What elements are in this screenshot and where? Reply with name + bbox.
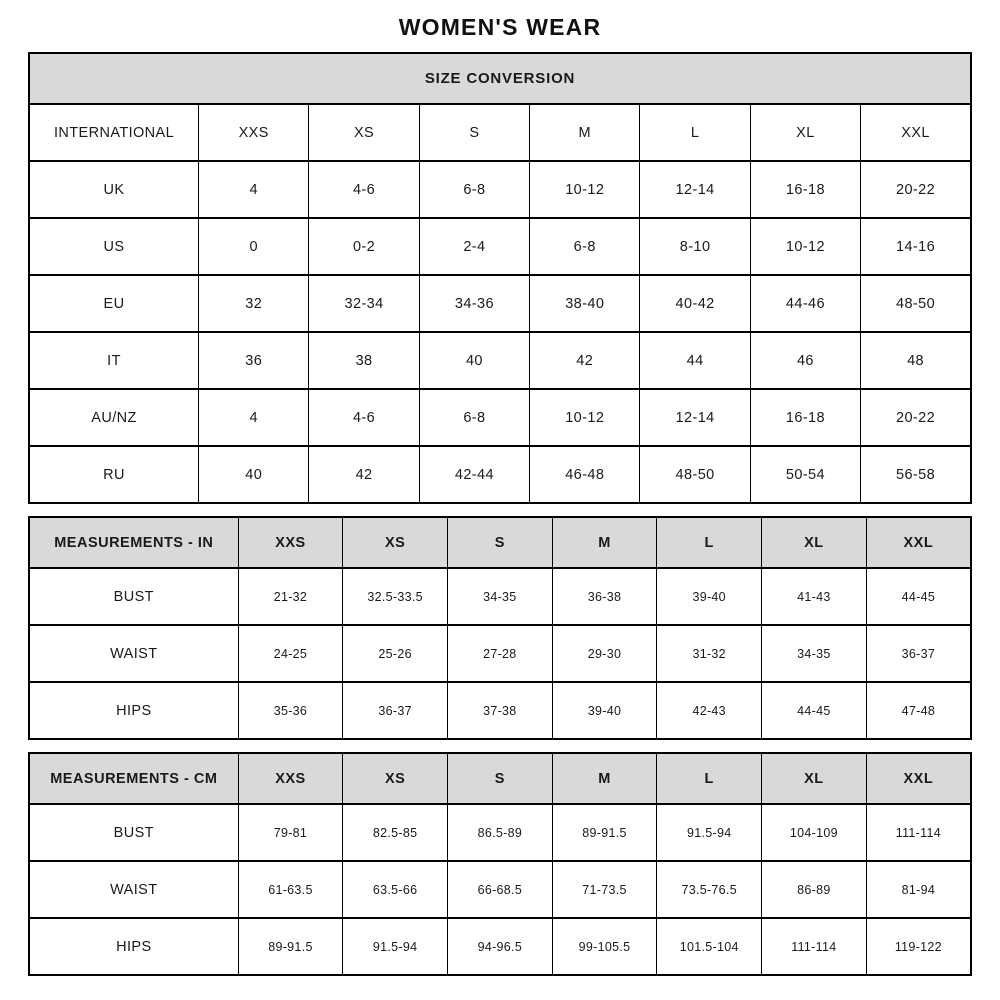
row-label: WAIST [29, 861, 238, 918]
size-header: XL [762, 517, 867, 568]
value-cell: 89-91.5 [552, 804, 657, 861]
row-label: HIPS [29, 918, 238, 975]
value-cell: 99-105.5 [552, 918, 657, 975]
value-cell: 32.5-33.5 [343, 568, 448, 625]
value-cell: 4-6 [309, 389, 419, 446]
value-cell: 40-42 [640, 275, 750, 332]
value-cell: 42-44 [419, 446, 529, 503]
section-title: MEASUREMENTS - CM [29, 753, 238, 804]
value-cell: 32-34 [309, 275, 419, 332]
value-cell: XS [309, 104, 419, 161]
table-row [29, 161, 971, 218]
page-title: WOMEN'S WEAR [398, 14, 602, 40]
value-cell: 10-12 [530, 389, 640, 446]
value-cell: 40 [199, 446, 309, 503]
size-header: XXS [238, 753, 343, 804]
table-row [29, 625, 971, 682]
value-cell: 101.5-104 [657, 918, 762, 975]
value-cell: 44-45 [866, 568, 971, 625]
size-header: M [552, 517, 657, 568]
value-cell: 111-114 [866, 804, 971, 861]
value-cell: 37-38 [447, 682, 552, 739]
value-cell: 36 [199, 332, 309, 389]
size-header: XXL [866, 753, 971, 804]
size-conversion-table [28, 52, 972, 504]
value-cell: 25-26 [343, 625, 448, 682]
table-row [29, 804, 971, 861]
value-cell: 48-50 [640, 446, 750, 503]
measurements-in-table [28, 516, 972, 740]
value-cell: 66-68.5 [447, 861, 552, 918]
value-cell: 36-37 [343, 682, 448, 739]
section-title: SIZE CONVERSION [29, 53, 971, 104]
value-cell: 104-109 [762, 804, 867, 861]
row-label: HIPS [29, 682, 238, 739]
value-cell: 82.5-85 [343, 804, 448, 861]
value-cell: 119-122 [866, 918, 971, 975]
row-label: UK [29, 161, 199, 218]
value-cell: 38-40 [530, 275, 640, 332]
row-label: IT [29, 332, 199, 389]
row-label: RU [29, 446, 199, 503]
value-cell: 111-114 [762, 918, 867, 975]
value-cell: 4 [199, 161, 309, 218]
table-row [29, 275, 971, 332]
value-cell: 2-4 [419, 218, 529, 275]
value-cell: 61-63.5 [238, 861, 343, 918]
value-cell: 42 [530, 332, 640, 389]
value-cell: 35-36 [238, 682, 343, 739]
value-cell: 71-73.5 [552, 861, 657, 918]
value-cell: 4-6 [309, 161, 419, 218]
value-cell: 63.5-66 [343, 861, 448, 918]
row-label: AU/NZ [29, 389, 199, 446]
size-header: L [657, 517, 762, 568]
value-cell: 20-22 [861, 389, 971, 446]
value-cell: 46 [750, 332, 860, 389]
value-cell: 4 [199, 389, 309, 446]
value-cell: 6-8 [419, 161, 529, 218]
value-cell: 73.5-76.5 [657, 861, 762, 918]
section-header-row [29, 517, 971, 568]
value-cell: 81-94 [866, 861, 971, 918]
row-label: BUST [29, 804, 238, 861]
value-cell: XXS [199, 104, 309, 161]
value-cell: 32 [199, 275, 309, 332]
value-cell: 16-18 [750, 389, 860, 446]
table-row [29, 682, 971, 739]
value-cell: 44 [640, 332, 750, 389]
value-cell: 86-89 [762, 861, 867, 918]
size-header: XS [343, 517, 448, 568]
value-cell: XXL [861, 104, 971, 161]
value-cell: 0-2 [309, 218, 419, 275]
row-label: WAIST [29, 625, 238, 682]
value-cell: 29-30 [552, 625, 657, 682]
value-cell: M [530, 104, 640, 161]
value-cell: 42 [309, 446, 419, 503]
size-header: S [447, 753, 552, 804]
value-cell: XL [750, 104, 860, 161]
table-row [29, 389, 971, 446]
value-cell: 91.5-94 [657, 804, 762, 861]
value-cell: 36-37 [866, 625, 971, 682]
value-cell: 6-8 [530, 218, 640, 275]
size-header: XS [343, 753, 448, 804]
value-cell: 48 [861, 332, 971, 389]
size-header: XXS [238, 517, 343, 568]
value-cell: 50-54 [750, 446, 860, 503]
size-header: XXL [866, 517, 971, 568]
value-cell: 86.5-89 [447, 804, 552, 861]
size-header: XL [762, 753, 867, 804]
table-row [29, 218, 971, 275]
value-cell: 39-40 [657, 568, 762, 625]
value-cell: 24-25 [238, 625, 343, 682]
value-cell: 34-35 [447, 568, 552, 625]
value-cell: 40 [419, 332, 529, 389]
value-cell: 14-16 [861, 218, 971, 275]
size-header: M [552, 753, 657, 804]
value-cell: 56-58 [861, 446, 971, 503]
section-header-row [29, 753, 971, 804]
value-cell: 12-14 [640, 161, 750, 218]
value-cell: 91.5-94 [343, 918, 448, 975]
value-cell: 44-46 [750, 275, 860, 332]
section-title: MEASUREMENTS - IN [29, 517, 238, 568]
value-cell: 38 [309, 332, 419, 389]
table-row [29, 446, 971, 503]
value-cell: 39-40 [552, 682, 657, 739]
value-cell: 46-48 [530, 446, 640, 503]
value-cell: 89-91.5 [238, 918, 343, 975]
value-cell: 0 [199, 218, 309, 275]
value-cell: 20-22 [861, 161, 971, 218]
section-header-row [29, 53, 971, 104]
value-cell: 6-8 [419, 389, 529, 446]
value-cell: 94-96.5 [447, 918, 552, 975]
value-cell: 8-10 [640, 218, 750, 275]
value-cell: 79-81 [238, 804, 343, 861]
row-label: EU [29, 275, 199, 332]
measurements-cm-table [28, 752, 972, 976]
value-cell: 27-28 [447, 625, 552, 682]
table-row [29, 861, 971, 918]
value-cell: 34-36 [419, 275, 529, 332]
table-row [29, 332, 971, 389]
table-row [29, 568, 971, 625]
table-row [29, 104, 971, 161]
value-cell: 10-12 [750, 218, 860, 275]
value-cell: 48-50 [861, 275, 971, 332]
value-cell: 12-14 [640, 389, 750, 446]
table-row [29, 918, 971, 975]
value-cell: 42-43 [657, 682, 762, 739]
value-cell: L [640, 104, 750, 161]
value-cell: 16-18 [750, 161, 860, 218]
row-label: INTERNATIONAL [29, 104, 199, 161]
size-header: S [447, 517, 552, 568]
value-cell: 34-35 [762, 625, 867, 682]
value-cell: S [419, 104, 529, 161]
value-cell: 10-12 [530, 161, 640, 218]
value-cell: 47-48 [866, 682, 971, 739]
value-cell: 31-32 [657, 625, 762, 682]
value-cell: 36-38 [552, 568, 657, 625]
size-header: L [657, 753, 762, 804]
value-cell: 44-45 [762, 682, 867, 739]
row-label: US [29, 218, 199, 275]
row-label: BUST [29, 568, 238, 625]
value-cell: 21-32 [238, 568, 343, 625]
value-cell: 41-43 [762, 568, 867, 625]
